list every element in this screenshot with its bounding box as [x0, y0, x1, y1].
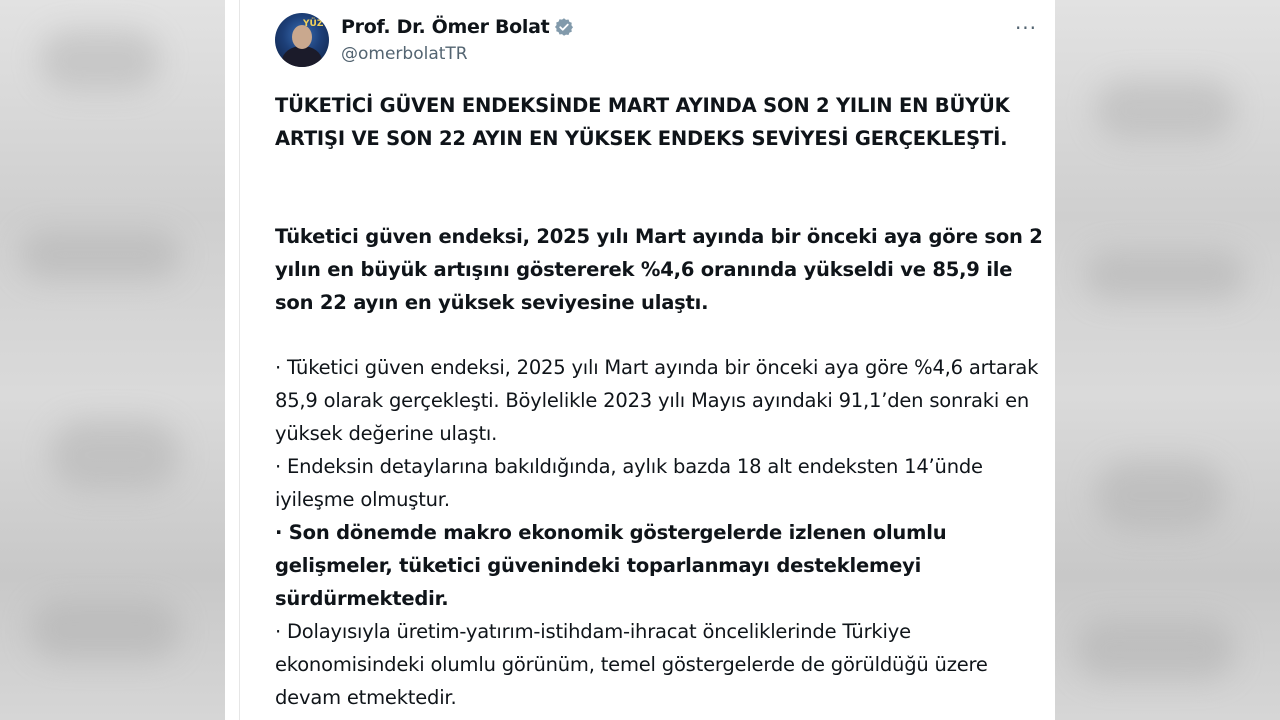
more-options-icon[interactable]: ··· [1014, 16, 1038, 40]
avatar-badge-text: YÜZ [303, 19, 324, 29]
bullet-4: · Dolayısıyla üretim-yatırım-istihdam-ihracat önceliklerinde Türkiye ekonomisindeki olumlu görünüm, temel göstergelerde de görüldüğü üzere devam etmektedir. [275, 620, 988, 709]
background-right [1055, 0, 1280, 720]
post-summary: Tüketici güven endeksi, 2025 yılı Mart ayında bir önceki aya göre son 2 yılın en büyük artışını göstererek %4,6 oranında yükseldi ve 85,9 ile son 22 ayın en yüksek seviyesine ulaştı. [275, 225, 1043, 314]
author-name[interactable]: Prof. Dr. Ömer Bolat [341, 16, 550, 38]
bullet-3: · Son dönemde makro ekonomik göstergelerde izlenen olumlu gelişmeler, tüketici güvenindeki toparlanmayı desteklemeyi sürdürmektedir. [275, 521, 947, 610]
verified-badge-icon [554, 17, 574, 37]
post-card [225, 0, 1055, 720]
background-left [0, 0, 225, 720]
bullet-2: · Endeksin detaylarına bakıldığında, aylık bazda 18 alt endeksten 14’ünde iyileşme olmuştur. [275, 455, 983, 511]
author-handle[interactable]: @omerbolatTR [341, 44, 468, 64]
post-headline: TÜKETİCİ GÜVEN ENDEKSİNDE MART AYINDA SON 2 YILIN EN BÜYÜK ARTIŞI VE SON 22 AYIN EN YÜKSEK ENDEKS SEVİYESİ GERÇEKLEŞTİ. [275, 94, 1010, 150]
post-container [239, 0, 1055, 720]
avatar[interactable] [275, 13, 329, 67]
author-name-row[interactable] [341, 14, 574, 40]
bullet-1: · Tüketici güven endeksi, 2025 yılı Mart ayında bir önceki aya göre %4,6 artarak 85,9 olarak gerçekleşti. Böylelikle 2023 yılı Mayıs ayındaki 91,1’den sonraki en yüksek değerine ulaştı. [275, 356, 1039, 445]
